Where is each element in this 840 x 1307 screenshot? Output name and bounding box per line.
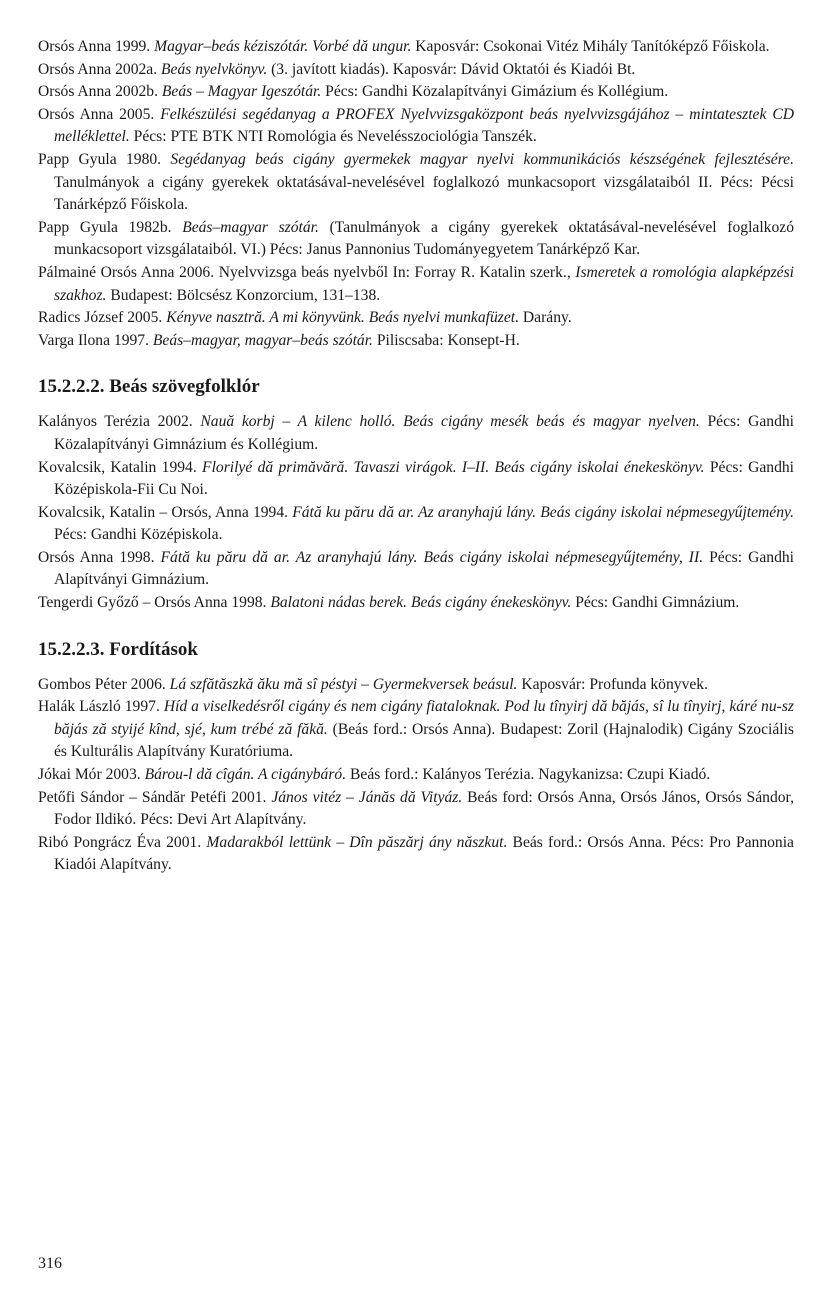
bibliography-block-3 [38, 674, 794, 877]
entry-title: Balatoni nádas berek. Beás cigány énekeskönyv. [270, 594, 572, 612]
entry-author-year: Kovalcsik, Katalin – Orsós, Anna 1994. [38, 503, 293, 521]
entry-publication: Pécs: Gandhi Alapítványi Gimnázium. [54, 548, 795, 589]
bibliography-entry [38, 547, 794, 592]
bibliography-entry [38, 787, 794, 832]
bibliography-entry [38, 81, 794, 104]
entry-publication: Pécs: Gandhi Középiskola-Fii Cu Noi. [54, 458, 794, 499]
entry-title: Beás–magyar szótár. [182, 218, 319, 236]
entry-title: Segédanyag beás cigány gyermekek magyar nyelvi kommunikációs készségének fejlesztésére. [170, 150, 795, 168]
entry-publication: Piliscsaba: Konsept-H. [372, 331, 520, 349]
entry-author-year: Orsós Anna 2005. [38, 105, 161, 123]
entry-author-year: Jókai Mór 2003. [38, 766, 145, 784]
entry-publication: Pécs: PTE BTK NTI Romológia és Nevelésszociológia Tanszék. [129, 128, 537, 146]
bibliography-entry [38, 262, 794, 307]
bibliography-entry [38, 592, 794, 615]
entry-publication: Beás ford.: Orsós Anna. Pécs: Pro Pannonia Kiadói Alapítvány. [54, 833, 794, 874]
entry-author-year: Petőfi Sándor – Sándăr Petéfi 2001. [38, 788, 272, 806]
entry-publication: (3. javított kiadás). Kaposvár: Dávid Oktatói és Kiadói Bt. [267, 60, 636, 78]
entry-publication: Pécs: Gandhi Gimnázium. [571, 594, 740, 612]
section-heading-translations: 15.2.2.3. Fordítások [38, 638, 198, 660]
entry-author-year: Papp Gyula 1982b. [38, 218, 183, 236]
entry-publication: (Beás ford.: Orsós Anna). Budapest: Zoril (Hajnalodik) Cigány Szociális és Kulturális Alapítvány Kuratóriuma. [54, 720, 794, 761]
entry-title: Fátă ku păru dă ar. Az aranyhajú lány. Beás cigány iskolai népmesegyűjtemény. [292, 503, 794, 521]
bibliography-entry [38, 457, 794, 502]
bibliography-entry [38, 307, 794, 330]
entry-author-year: Orsós Anna 2002b. [38, 83, 162, 101]
entry-title: János vitéz – Jánăs dă Vityáz. [271, 788, 463, 806]
entry-publication: Tanulmányok a cigány gyerekek oktatásával-nevelésével foglalkozó munkacsoport vizsgálataiból II. Pécs: Pécsi Tanárképző Főiskola. [54, 173, 794, 214]
bibliography-entry [38, 36, 794, 59]
bibliography-entry [38, 217, 794, 262]
entry-author-year: Papp Gyula 1980. [38, 150, 171, 168]
entry-publication: Pécs: Gandhi Középiskola. [54, 526, 223, 544]
entry-author-year: Radics József 2005. [38, 309, 167, 327]
entry-title: Florilyé dă primăvără. Tavaszi virágok. I–II. Beás cigány iskolai énekeskönyv. [202, 458, 705, 476]
entry-title: Nauă korbj – A kilenc holló. Beás cigány mesék beás és magyar nyelven. [200, 413, 700, 431]
entry-author-year: Halák László 1997. [38, 698, 164, 716]
bibliography-entry [38, 330, 794, 353]
entry-title: Híd a viselkedésről cigány és nem cigány fiataloknak. Pod lu tînyirj dă băjás, sî lu tînyirj, káré nu-sz băjás ză styijé kînd, sjé, kum trébé ză făkă. [54, 698, 794, 738]
entry-author-year: Pálmainé Orsós Anna 2006. Nyelvvizsga beás nyelvből In: Forray R. Katalin szerk., [38, 263, 576, 281]
page-number: 316 [38, 1255, 62, 1272]
entry-publication: Pécs: Gandhi Közalapítványi Gimázium és Kollégium. [321, 83, 669, 101]
entry-title: Lá szfătăszkă ăku mă sî péstyi – Gyermekversek beásul. [169, 675, 518, 693]
entry-author-year: Gombos Péter 2006. [38, 675, 170, 693]
entry-title: Beás – Magyar Igeszótár. [161, 83, 322, 101]
entry-author-year: Orsós Anna 1999. [38, 38, 155, 55]
bibliography-entry [38, 696, 794, 764]
entry-publication: Beás ford.: Kalányos Terézia. Nagykanizsa: Czupi Kiadó. [346, 766, 711, 784]
entry-author-year: Orsós Anna 1998. [38, 548, 161, 566]
bibliography-entry [38, 832, 794, 877]
entry-title: Madarakból lettünk – Dîn păszărj ány năszkut. [206, 833, 508, 851]
bibliography-entry [38, 104, 794, 149]
entry-author-year: Ribó Pongrácz Éva 2001. [38, 833, 207, 851]
entry-author-year: Varga Ilona 1997. [38, 331, 153, 349]
entry-publication: Kaposvár: Csokonai Vitéz Mihály Tanítóképző Főiskola. [411, 38, 770, 55]
entry-author-year: Tengerdi Győző – Orsós Anna 1998. [38, 594, 271, 612]
bibliography-entry [38, 502, 794, 547]
entry-author-year: Kovalcsik, Katalin 1994. [38, 458, 203, 476]
entry-publication: Pécs: Gandhi Közalapítványi Gimnázium és Kollégium. [54, 413, 795, 453]
entry-title: Ismeretek a romológia alapképzési szakhoz. [54, 263, 794, 304]
entry-author-year: Orsós Anna 2002a. [38, 60, 162, 78]
entry-title: Beás–magyar, magyar–beás szótár. [152, 331, 373, 349]
entry-title: Beás nyelvkönyv. [161, 60, 268, 78]
section-heading-folklore: 15.2.2.2. Beás szövegfolklór [38, 376, 260, 398]
entry-title: Fátă ku păru dă ar. Az aranyhajú lány. Beás cigány iskolai népmesegyűjtemény, II. [160, 548, 704, 566]
bibliography-block-2 [38, 411, 794, 614]
entry-publication: Kaposvár: Profunda könyvek. [517, 675, 708, 693]
entry-title: Magyar–beás kéziszótár. Vorbé dă ungur. [154, 38, 412, 55]
entry-title: Felkészülési segédanyag a PROFEX Nyelvvizsgaközpont beás nyelvvizsgájához – mintatesztek CD melléklettel. [54, 105, 794, 146]
bibliography-entry [38, 59, 794, 82]
bibliography-entry [38, 674, 794, 697]
bibliography-entry [38, 149, 794, 217]
entry-publication: (Tanulmányok a cigány gyerekek oktatásával-nevelésével foglalkozó munkacsoport vizsgálataiból. VI.) Pécs: Janus Pannonius Tudományegyetem Tanárképző Kar. [54, 218, 794, 259]
entry-author-year: Kalányos Terézia 2002. [38, 413, 201, 431]
entry-publication: Darány. [519, 309, 572, 327]
bibliography-entry [38, 411, 794, 456]
entry-title: Bárou-l dă cîgán. A cigánybáró. [144, 766, 347, 784]
entry-publication: Budapest: Bölcsész Konzorcium, 131–138. [106, 286, 381, 304]
entry-title: Kényve nasztră. A mi könyvünk. Beás nyelvi munkafüzet. [166, 309, 519, 327]
bibliography-entry [38, 764, 794, 787]
entry-publication: Beás ford: Orsós Anna, Orsós János, Orsós Sándor, Fodor Ildikó. Pécs: Devi Art Alapítvány. [54, 788, 795, 829]
bibliography-block-1 [38, 36, 794, 352]
